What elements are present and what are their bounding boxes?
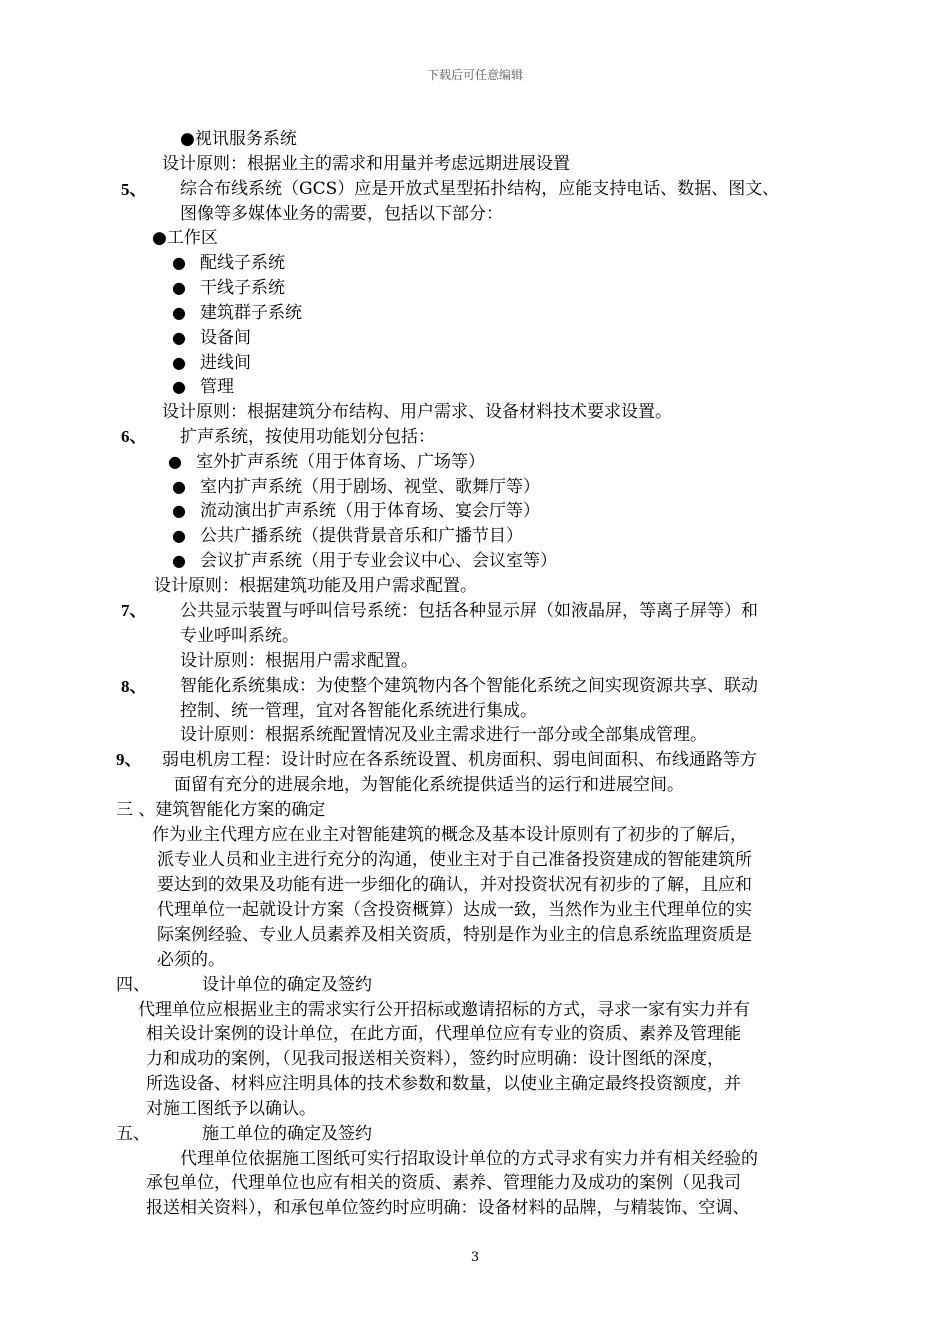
bullet-icon: ● xyxy=(172,328,186,347)
text-line: 控制、统一管理，宜对各智能化系统进行集成。 xyxy=(180,701,537,721)
bullet-icon: ● xyxy=(172,303,186,322)
text-line: 进线间 xyxy=(200,353,251,373)
section-number: 五、 xyxy=(116,1124,150,1144)
text-line: 面留有充分的进展余地，为智能化系统提供适当的运行和进展空间。 xyxy=(174,775,684,795)
bullet-icon: ● xyxy=(172,551,186,570)
page-number: 3 xyxy=(470,1250,480,1265)
bullet-icon: ● xyxy=(172,501,186,520)
text-line: 对施工图纸予以确认。 xyxy=(146,1099,316,1119)
text-line: 际案例经验、专业人员素养及相关资质，特别是作为业主的信息系统监理资质是 xyxy=(157,925,752,945)
item-number: 6、 xyxy=(121,427,147,446)
bullet-icon: ● xyxy=(172,526,186,545)
text-line: 公共显示装置与呼叫信号系统：包括各种显示屏（如液晶屏，等离子屏等）和 xyxy=(180,601,758,621)
item-number: 8、 xyxy=(121,677,147,696)
text-line: 力和成功的案例，（见我司报送相关资料），签约时应明确：设计图纸的深度， xyxy=(146,1049,724,1069)
text-line: ●视讯服务系统 xyxy=(180,129,297,149)
text-line: 所选设备、材料应注明具体的技术参数和数量，以使业主确定最终投资额度，并 xyxy=(146,1074,741,1094)
text-line: 设计原则：根据业主的需求和用量并考虑远期进展设置 xyxy=(162,154,570,174)
text-line: 必须的。 xyxy=(157,950,225,970)
text-line: 建筑群子系统 xyxy=(200,303,302,323)
section-heading: 设计单位的确定及签约 xyxy=(202,975,372,995)
text-line: 相关设计案例的设计单位，在此方面，代理单位应有专业的资质、素养及管理能 xyxy=(146,1024,741,1044)
bullet-icon: ● xyxy=(172,278,186,297)
text-line: 弱电机房工程：设计时应在各系统设置、机房面积、弱电间面积、布线通路等方 xyxy=(162,750,757,770)
text-line: 设计原则：根据用户需求配置。 xyxy=(180,651,418,671)
text-line: 作为业主代理方应在业主对智能建筑的概念及基本设计原则有了初步的了解后， xyxy=(152,825,747,845)
text-line: 配线子系统 xyxy=(200,253,285,273)
text-line: 室内扩声系统（用于剧场、视堂、歌舞厅等） xyxy=(200,477,540,497)
text-line: 智能化系统集成：为使整个建筑物内各个智能化系统之间实现资源共享、联动 xyxy=(180,676,758,696)
bullet-icon: ● xyxy=(168,452,182,471)
text-line: 报送相关资料），和承包单位签约时应明确：设备材料的品牌，与精装饰、空调、 xyxy=(146,1198,750,1218)
text-line: 公共广播系统（提供背景音乐和广播节目） xyxy=(200,526,523,546)
section-heading: 施工单位的确定及签约 xyxy=(202,1124,372,1144)
page-header: 下载后可任意编辑 xyxy=(426,68,523,82)
text-line: 承包单位，代理单位也应有相关的资质、素养、管理能力及成功的案例（见我司 xyxy=(146,1173,741,1193)
section-number: 四、 xyxy=(116,975,150,995)
text-line: 代理单位应根据业主的需求实行公开招标或邀请招标的方式，寻求一家有实力并有 xyxy=(138,1000,750,1020)
text-line: 代理单位依据施工图纸可实行招取设计单位的方式寻求有实力并有相关经验的 xyxy=(180,1149,758,1169)
text-line: 扩声系统，按使用功能划分包括： xyxy=(180,427,435,447)
text-line: 设备间 xyxy=(200,328,251,348)
item-number: 9、 xyxy=(116,750,142,769)
text-line: 代理单位一起就设计方案（含投资概算）达成一致，当然作为业主代理单位的实 xyxy=(157,900,752,920)
bullet-icon: ● xyxy=(172,353,186,372)
text-line: ●工作区 xyxy=(152,228,218,248)
text-line: 管理 xyxy=(200,377,234,397)
bullet-icon: ● xyxy=(172,253,186,272)
text-line: 设计原则：根据系统配置情况及业主需求进行一部分或全部集成管理。 xyxy=(180,725,707,745)
text-line: 流动演出扩声系统（用于体育场、宴会厅等） xyxy=(200,501,540,521)
bullet-icon: ● xyxy=(172,377,186,396)
text-line: 会议扩声系统（用于专业会议中心、会议室等） xyxy=(200,551,557,571)
text-line: 要达到的效果及功能有进一步细化的确认，并对投资状况有初步的了解，且应和 xyxy=(157,875,752,895)
item-number: 5、 xyxy=(121,180,147,199)
text-line: 综合布线系统（GCS）应是开放式星型拓扑结构，应能支持电话、数据、图文、 xyxy=(180,179,780,199)
section-heading: 三 、建筑智能化方案的确定 xyxy=(116,800,326,820)
text-line: 派专业人员和业主进行充分的沟通，使业主对于自己准备投资建成的智能建筑所 xyxy=(157,850,752,870)
item-number: 7、 xyxy=(121,601,147,620)
text-line: 室外扩声系统（用于体育场、广场等） xyxy=(196,452,485,472)
text-line: 干线子系统 xyxy=(200,278,285,298)
bullet-icon: ● xyxy=(172,477,186,496)
text-line: 设计原则：根据建筑功能及用户需求配置。 xyxy=(154,576,477,596)
text-line: 设计原则：根据建筑分布结构、用户需求、设备材料技术要求设置。 xyxy=(162,402,672,422)
text-line: 图像等多媒体业务的需要，包括以下部分： xyxy=(180,204,503,224)
text-line: 专业呼叫系统。 xyxy=(180,626,299,646)
